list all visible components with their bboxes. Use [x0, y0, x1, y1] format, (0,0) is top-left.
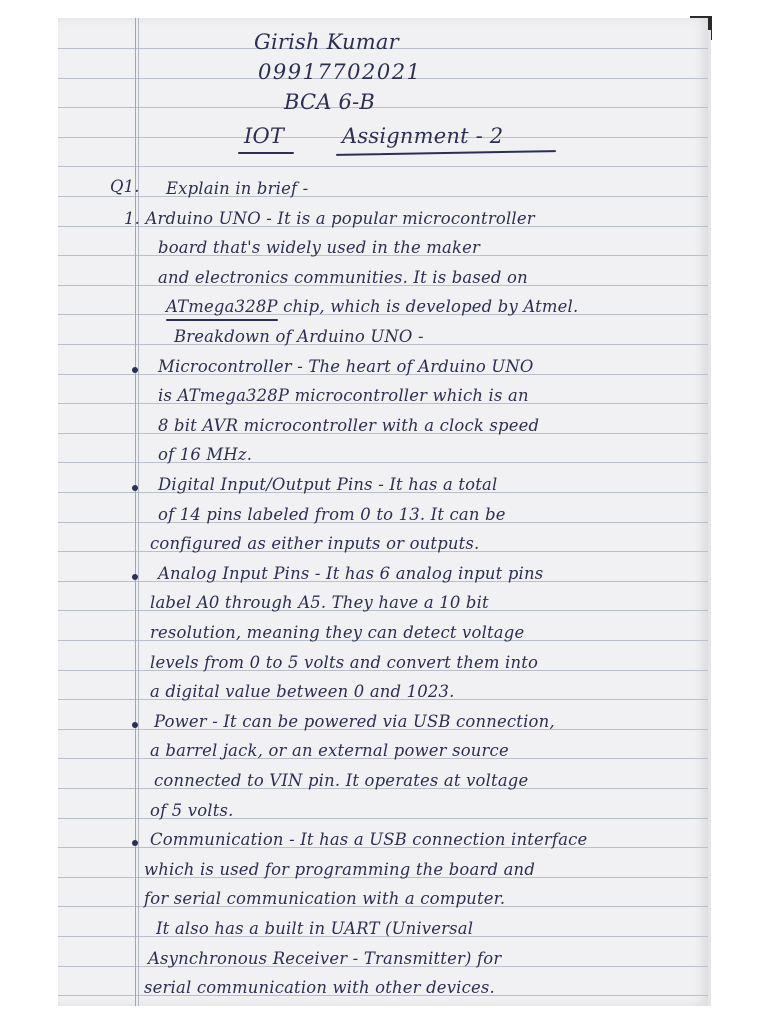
bullet-point	[132, 485, 138, 491]
handwritten-line: and electronics communities. It is based on	[158, 267, 528, 287]
handwritten-line: is ATmega328P microcontroller which is an	[158, 386, 529, 406]
handwritten-line: Communication - It has a USB connection interface	[150, 830, 588, 850]
chip-name-underline	[166, 319, 278, 321]
handwritten-line: resolution, meaning they can detect voltage	[150, 623, 525, 642]
handwritten-line: board that's widely used in the maker	[158, 238, 481, 258]
handwritten-line: Power - It can be powered via USB connection,	[154, 711, 555, 731]
handwritten-line: 1. Arduino UNO - It is a popular microcontroller	[124, 208, 535, 228]
assignment-underline	[336, 150, 556, 156]
ruled-line	[58, 107, 708, 108]
bullet-point	[132, 574, 138, 580]
subject-title: IOT	[244, 124, 285, 148]
handwritten-line: Analog Input Pins - It has 6 analog input pins	[158, 563, 544, 583]
handwritten-line: which is used for programming the board and	[144, 859, 536, 879]
bullet-point	[132, 367, 138, 373]
handwritten-line: 8 bit AVR microcontroller with a clock speed	[158, 415, 540, 435]
ruled-line	[58, 462, 708, 463]
student-name: Girish Kumar	[254, 30, 399, 54]
handwritten-line: Digital Input/Output Pins - It has a total	[158, 475, 498, 494]
handwritten-line: Asynchronous Receiver - Transmitter) for	[148, 948, 502, 968]
handwritten-line: It also has a built in UART (Universal	[156, 919, 474, 938]
ruled-line	[58, 196, 708, 197]
handwritten-line: configured as either inputs or outputs.	[150, 534, 480, 554]
margin-line	[135, 18, 136, 1006]
handwritten-line: of 5 volts.	[150, 800, 234, 820]
handwritten-line: for serial communication with a computer.	[144, 889, 506, 909]
handwritten-line: ATmega328P chip, which is developed by Atmel.	[166, 297, 579, 317]
handwritten-line: Breakdown of Arduino UNO -	[174, 327, 424, 346]
roll-number: 09917702021	[258, 60, 422, 84]
question-label: Q1.	[110, 177, 140, 196]
handwritten-line: a digital value between 0 and 1023.	[150, 682, 455, 702]
handwritten-line: levels from 0 to 5 volts and convert them into	[150, 652, 539, 672]
subject-underline	[238, 152, 294, 154]
ruled-line	[58, 166, 708, 167]
notebook-page	[58, 18, 708, 1006]
handwritten-line: connected to VIN pin. It operates at voltage	[154, 771, 529, 790]
handwritten-line: a barrel jack, or an external power source	[150, 741, 509, 761]
margin-line-secondary	[138, 18, 139, 1006]
class-section: BCA 6-B	[284, 90, 376, 114]
handwritten-line: serial communication with other devices.	[144, 978, 495, 998]
handwritten-line: Explain in brief -	[166, 179, 309, 198]
handwritten-line: Microcontroller - The heart of Arduino UNO	[158, 356, 534, 376]
handwritten-line: label A0 through A5. They have a 10 bit	[150, 593, 489, 613]
handwritten-line: of 14 pins labeled from 0 to 13. It can be	[158, 504, 506, 524]
bullet-point	[132, 722, 138, 728]
assignment-title: Assignment - 2	[342, 124, 504, 148]
handwritten-line: of 16 MHz.	[158, 445, 253, 465]
